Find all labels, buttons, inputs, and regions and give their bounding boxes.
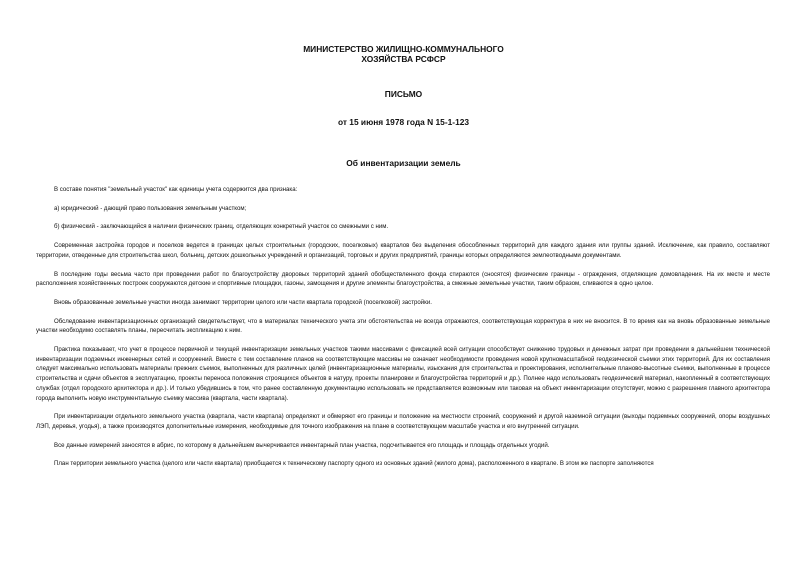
ministry-line-2: ХОЗЯЙСТВА РСФСР bbox=[361, 54, 446, 64]
paragraph-11: План территории земельного участка (целого или части квартала) приобщается к техническому паспорту одного из основных зданий (жилого дома), расположенного в квартале. В этом же паспорте заполняются bbox=[54, 460, 654, 468]
paragraph-10: Все данные измерений заносятся в абрис, по которому в дальнейшем вычерчивается инвентарный план участка, подсчитывается его площадь и площадь отдельных угодий. bbox=[54, 441, 550, 449]
paragraph-3: б) физический - заключающийся в наличии физических границ, отделяющих конкретный участок со смежными с ним. bbox=[54, 223, 389, 231]
paragraph-8: Практика показывает, что учет в процессе первичной и текущей инвентаризации земельных участков такими массивами с фиксацией всей ситуации способствует снижению трудовых и денежных затрат при проведении в дальнейшем технической инвентаризации подземных инженерных сетей и сооружений. Вместе с тем составление планов на соответствующие массивы не означает необходимости проведения новой крупномасштабной геодезической съемки этих территорий. Для их составления следует максимально использовать материалы прежних съемок, выполненных для различных целей (инвентаризационные материалы, изыскания для строительства и проектирования, исполнительные планово-высотные съемки, выполненные в процессе строительства и сдачи объектов в эксплуатацию, проекты переноса положения строящихся объектов в натуру, проекты планировки и благоустройства территорий и др.). Полнее надо использовать геодезический материал, накопленный в соответствующих службах (отдел городского архитектора и др.). И только убедившись в том, что ранее составленную документацию использовать не представляется возможным или таковая на объект инвентаризации отсутствует, можно с разрешения главного архитектора города выполнить новую инструментальную съемку массива (квартала, части квартала). bbox=[36, 346, 770, 402]
document-date-number: от 15 июня 1978 года N 15-1-123 bbox=[337, 117, 470, 127]
paragraph-5: В последние годы весьма часто при проведении работ по благоустройству дворовых территорий зданий обобществленного фонда стираются (сносятся) физические границы - ограждения, отделяющие домовладения. На их месте и месте расположения хозяйственных построек сооружаются детские и спортивные площадки, газоны, замощения и другие элементы благоустройства, а смежные земельные участки, таким образом, сливаются в одно целое. bbox=[36, 270, 770, 288]
paragraph-2: а) юридический - дающий право пользования земельным участком; bbox=[54, 204, 247, 212]
paragraph-4: Современная застройка городов и поселков ведется в границах целых строительных (городских, поселковых) кварталов без выделения обособленных территорий для каждого здания или группы зданий. Исключение, как правило, составляют территории, отведенные для строительства школ, больниц, детских дошкольных учреждений и организаций, торговых и других предприятий, границы которых определяются землеотводными документами. bbox=[36, 242, 770, 259]
paragraph-1: В составе понятия "земельный участок" как единицы учета содержится два признака: bbox=[54, 186, 298, 193]
paragraph-7: Обследование инвентаризационных организаций свидетельствует, что в материалах технического учета эти обстоятельства не всегда отражаются, соответствующая корректура в них не вносится. В то время как на вновь образованные земельные участки необходимо составлять планы, пересчитать экспликацию к ним. bbox=[36, 317, 770, 335]
paragraph-6: Вновь образованные земельные участки иногда занимают территории целого или части квартала городской (поселковой) застройки. bbox=[54, 298, 432, 306]
ministry-heading bbox=[0, 44, 807, 64]
ministry-line-1: МИНИСТЕРСТВО ЖИЛИЩНО-КОММУНАЛЬНОГО bbox=[303, 44, 504, 54]
document-kind: ПИСЬМО bbox=[384, 89, 423, 99]
document-title: Об инвентаризации земель bbox=[346, 158, 461, 168]
paragraph-9: При инвентаризации отдельного земельного участка (квартала, части квартала) определяют и обмеряют его границы и положение на местности строений, сооружений и другой наземной ситуации (выходы подземных сооружений, опоры воздушных ЛЭП, деревья, угодья), а также производятся дополнительные измерения, необходимые для точного изображения на плане в соответствующем масштабе участка и его внутренней ситуации. bbox=[36, 413, 770, 430]
document-body bbox=[36, 185, 770, 469]
